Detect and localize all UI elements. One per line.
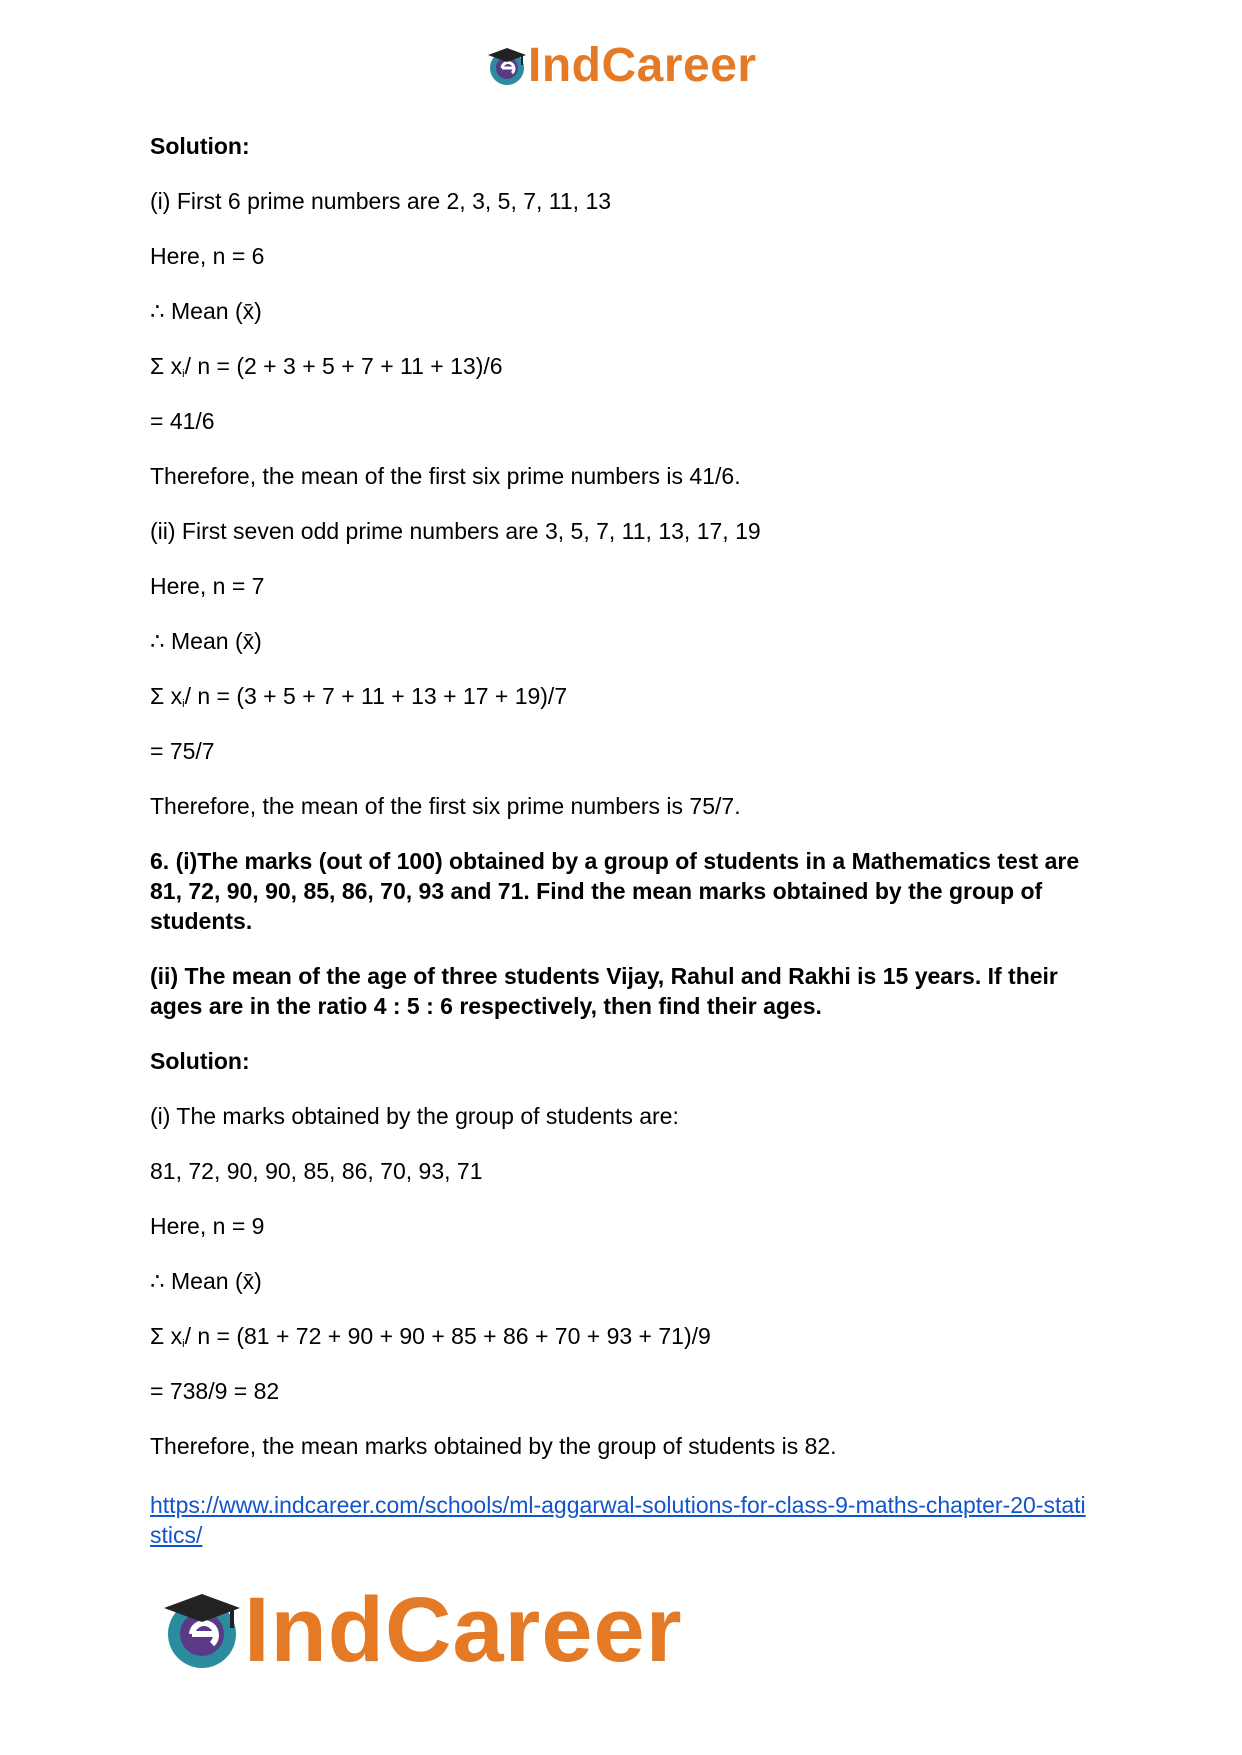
formula-part: / n = (2 + 3 + 5 + 7 + 11 + 13)/6 <box>184 353 503 379</box>
solution-heading: Solution: <box>150 1048 250 1074</box>
text-line: ∴ Mean (x̄) <box>150 298 262 324</box>
text-line: Therefore, the mean of the first six prime numbers is 75/7. <box>150 793 741 819</box>
text-line: = 738/9 = 82 <box>150 1378 280 1404</box>
formula-part: Σ x <box>150 1323 183 1349</box>
formula-subscript: i <box>182 368 185 380</box>
text-line: = 75/7 <box>150 738 215 764</box>
text-line: ∴ Mean (x̄) <box>150 1268 262 1294</box>
formula-line <box>150 681 1100 719</box>
formula-subscript: i <box>182 698 185 710</box>
formula-line <box>150 1321 1100 1359</box>
text-line: (i) First 6 prime numbers are 2, 3, 5, 7, 11, 13 <box>150 188 612 214</box>
text-line: = 41/6 <box>150 408 215 434</box>
formula-part: Σ x <box>150 683 183 709</box>
graduation-cap-icon <box>160 1588 244 1672</box>
text-line: ∴ Mean (x̄) <box>150 628 262 654</box>
formula-subscript: i <box>182 1338 185 1350</box>
formula-part: Σ x <box>150 353 183 379</box>
formula-part: / n = (3 + 5 + 7 + 11 + 13 + 17 + 19)/7 <box>184 683 568 709</box>
question-6-ii: (ii) The mean of the age of three students Vijay, Rahul and Rakhi is 15 years. If their ages are in the ratio 4 : 5 : 6 respectively, then find their ages. <box>150 963 1058 1019</box>
text-line: Here, n = 6 <box>150 243 265 269</box>
text-line: (ii) First seven odd prime numbers are 3, 5, 7, 11, 13, 17, 19 <box>150 518 761 544</box>
header-logo <box>486 40 757 92</box>
formula-part: / n = (81 + 72 + 90 + 90 + 85 + 86 + 70 + 93 + 71)/9 <box>184 1323 711 1349</box>
text-line: Therefore, the mean of the first six prime numbers is 41/6. <box>150 463 741 489</box>
question-6-i: 6. (i)The marks (out of 100) obtained by a group of students in a Mathematics test are 81, 72, 90, 90, 85, 86, 70, 93 and 71. Find the mean marks obtained by the group of students. <box>150 848 1080 934</box>
solution-heading: Solution: <box>150 133 250 159</box>
footer-logo <box>160 1579 683 1681</box>
graduation-cap-icon <box>486 45 528 87</box>
text-line: Here, n = 7 <box>150 573 265 599</box>
text-line: (i) The marks obtained by the group of students are: <box>150 1103 679 1129</box>
text-line: 81, 72, 90, 90, 85, 86, 70, 93, 71 <box>150 1158 483 1184</box>
text-line: Here, n = 9 <box>150 1213 265 1239</box>
source-link[interactable]: https://www.indcareer.com/schools/ml-aggarwal-solutions-for-class-9-maths-chapter-20-statistics/ <box>150 1492 1086 1548</box>
text-line: Therefore, the mean marks obtained by the group of students is 82. <box>150 1433 837 1459</box>
logo-wordmark: IndCareer <box>528 39 757 92</box>
logo-wordmark: IndCareer <box>244 1579 683 1681</box>
formula-line <box>150 351 1100 389</box>
